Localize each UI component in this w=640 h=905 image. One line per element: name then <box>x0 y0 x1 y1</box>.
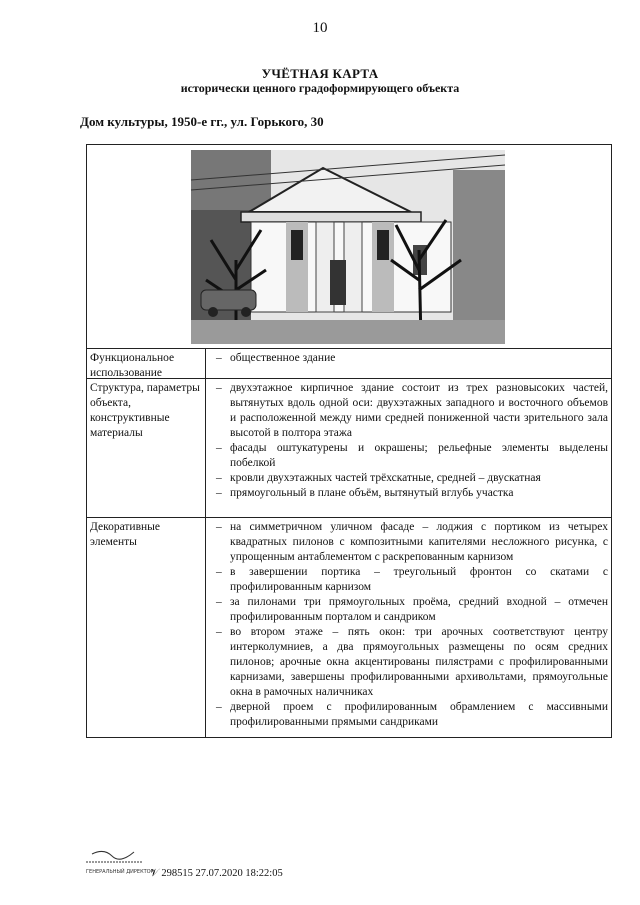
row-label-decorative: Декоративные элементы <box>90 521 160 548</box>
row-items-decorative <box>214 520 608 730</box>
list-item: – общественное здание <box>216 352 336 364</box>
object-name: Дом культуры, 1950-е гг., ул. Горького, 30 <box>80 114 324 129</box>
list-item: – двухэтажное кирпичное здание состоит из трех разновысоких частей, вытянутых вдоль одной оси: двухэтажных западного и восточного объемов и расположенной между ними средней пониженной части зрительного зала высотой в полтора этажа <box>216 382 608 439</box>
row-label-structure: Структура, параметры объекта, конструктивные материалы <box>90 382 200 439</box>
card-subtitle: исторически ценного градоформирующего объекта <box>180 81 460 95</box>
card-title: УЧЁТНАЯ КАРТА <box>261 66 379 81</box>
list-item: – во втором этаже – пять окон: три арочных соответствуют центру интерколумниев, а два прямоугольных размещены по осям средних пилонов; арочные окна акцентированы пилястрами с профилированными карнизами, завершены профилированными архивольтами, прямоугольные окна в рамочных наличниках <box>216 626 608 698</box>
building-photo <box>191 150 505 344</box>
document-code-value: 298515 27.07.2020 18:22:05 <box>161 868 283 879</box>
list-item: – в завершении портика – треугольный фронтон со скатами с профилированным карнизом <box>216 566 608 593</box>
row-items-structure <box>214 381 608 501</box>
signature-stamp <box>84 846 154 876</box>
stamp-text: ГЕНЕРАЛЬНЫЙ ДИРЕКТОР <box>86 869 154 875</box>
column-divider <box>205 348 206 738</box>
row-items-function <box>214 351 608 366</box>
list-item: – прямоугольный в плане объём, вытянутый вглубь участка <box>216 487 514 499</box>
list-item: – фасады оштукатурены и окрашены; рельефные элементы выделены побелкой <box>216 442 608 469</box>
list-item: – кровли двухэтажных частей трёхскатные, средней – двускатная <box>216 472 541 484</box>
doc-code-icon: 𝒱 <box>150 868 159 879</box>
row-divider <box>86 517 612 518</box>
document-code <box>150 868 283 880</box>
page-number: 10 <box>312 20 328 36</box>
list-item: – на симметричном уличном фасаде – лоджия с портиком из четырех квадратных пилонов с композитными капителями несложного рисунка, с упрощенным антаблементом с раскрепованным карнизом <box>216 521 608 563</box>
row-label-function: Функциональное использование <box>90 352 175 379</box>
list-item: – за пилонами три прямоугольных проёма, средний входной – отмечен профилированным порталом и сандриком <box>216 596 608 623</box>
row-divider <box>86 348 612 349</box>
list-item: – дверной проем с профилированным обрамлением с массивными профилированными прямыми сандриками <box>216 701 608 728</box>
